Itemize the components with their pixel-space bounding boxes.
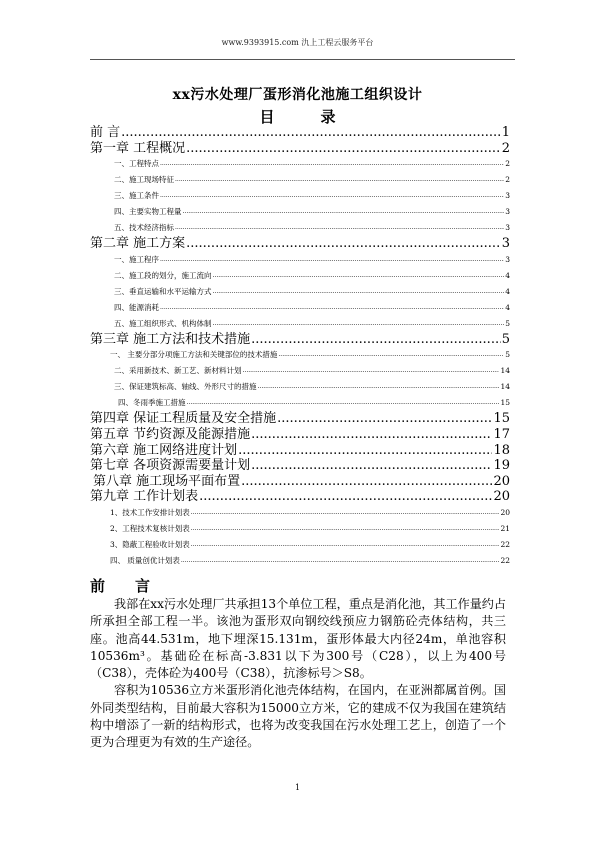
toc-entry-page: 4 [505,286,510,296]
preface-body [90,596,506,752]
toc-leader-dots [187,395,500,411]
toc-entry-page: 22 [500,539,510,549]
document-title: xx污水处理厂蛋形消化池施工组织设计 [172,87,423,103]
preface-paragraph: 我部在xx污水处理厂共承担13个单位工程，重点是消化池，其工作量约占所承担全部工程一半。该池为蛋形双向钢绞线预应力钢筋砼壳体结构，共三座。池高44.531m，地下埋深15.131m，蛋形体最大内径24m，单池容积10536m³。基础砼在标高-3.831以下为300号（C28），以上为400号（C38），壳体砼为400号（C38），抗渗标号＞S8。 [90,597,506,681]
toc-section-entry[interactable] [90,268,510,284]
toc-entry-title: 二、采用新技术、新工艺、新材料计划 [114,366,242,376]
toc-leader-dots [277,411,492,427]
toc-leader-dots [183,204,505,220]
toc-leader-dots [251,458,492,474]
toc-entry-page: 3 [501,236,510,252]
toc-entry-title: 二、施工现场特征 [114,175,174,185]
toc-heading-char-2: 录 [320,108,336,126]
toc-leader-dots [241,474,492,490]
preface-heading [90,575,150,596]
toc-entry-page: 5 [501,331,510,347]
toc-section-entry[interactable] [90,537,510,553]
toc-entry-title: 第五章 节约资源及能源措施 [90,426,251,442]
toc-leader-dots [251,332,501,348]
table-of-contents [90,125,510,569]
toc-entry-title: 第六章 施工网络进度计划 [90,442,238,458]
preface-heading-char-2: 言 [135,577,151,595]
toc-entry-page: 14 [500,382,510,392]
toc-section-entry[interactable] [90,363,510,379]
toc-leader-dots [121,125,501,141]
toc-chapter-entry[interactable] [90,332,510,348]
toc-entry-title: 3、隐蔽工程验收计划表 [110,539,190,549]
toc-entry-title: 四、主要实物工程量 [114,207,182,217]
toc-leader-dots [186,141,501,157]
toc-chapter-entry[interactable] [90,474,510,490]
toc-leader-dots [181,553,500,569]
toc-chapter-entry[interactable] [90,458,510,474]
toc-chapter-entry[interactable] [90,443,510,459]
toc-entry-page: 15 [493,411,510,427]
toc-entry-page: 20 [493,489,510,505]
toc-entry-title: 第四章 保证工程质量及安全措施 [90,411,277,427]
toc-leader-dots [175,172,504,188]
toc-entry-title: 2、工程技术复核计划表 [110,523,190,533]
toc-leader-dots [160,300,504,316]
toc-entry-title: 二、施工段的划分，施工流向 [114,270,212,280]
toc-entry-page: 18 [493,442,510,458]
toc-entry-page: 21 [500,523,510,533]
toc-leader-dots [243,363,500,379]
toc-section-entry[interactable] [90,284,510,300]
toc-section-entry[interactable] [90,395,510,411]
toc-entry-page: 14 [500,366,510,376]
toc-entry-title: 第九章 工作计划表 [90,489,199,505]
page-number: 1 [294,783,301,792]
toc-section-entry[interactable] [90,505,510,521]
toc-chapter-entry[interactable] [90,411,510,427]
toc-entry-title: 四、 质量创优计划表 [110,555,180,565]
toc-entry-title: 第三章 施工方法和技术措施 [90,331,251,347]
toc-entry-page: 19 [493,458,510,474]
toc-entry-page: 2 [505,175,510,185]
toc-section-entry[interactable] [90,379,510,395]
toc-leader-dots [160,156,504,172]
toc-entry-title: 三、垂直运输和水平运输方式 [114,286,212,296]
toc-entry-title: 一、工程特点 [114,159,159,169]
toc-entry-page: 3 [505,254,510,264]
toc-chapter-entry[interactable] [90,125,510,141]
toc-entry-title: 前 言 [90,125,121,140]
toc-entry-page: 3 [505,207,510,217]
toc-chapter-entry[interactable] [90,236,510,252]
toc-section-entry[interactable] [90,521,510,537]
toc-entry-page: 20 [493,473,510,489]
toc-entry-page: 2 [501,140,510,156]
toc-entry-page: 4 [505,302,510,312]
toc-entry-title: 三、保证建筑标高、轴线、外形尺寸的措施 [114,382,257,392]
toc-leader-dots [258,379,500,395]
toc-section-entry[interactable] [90,188,510,204]
toc-leader-dots [213,268,505,284]
toc-entry-title: 第八章 施工现场平面布置 [93,473,241,489]
toc-section-entry[interactable] [90,316,510,332]
toc-entry-page: 15 [500,398,510,408]
toc-entry-title: 一、施工程序 [114,254,159,264]
toc-entry-page: 4 [505,270,510,280]
toc-entry-page: 22 [500,555,510,565]
toc-section-entry[interactable] [90,172,510,188]
toc-leader-dots [160,252,504,268]
toc-leader-dots [175,220,504,236]
toc-section-entry[interactable] [90,347,510,363]
toc-entry-title: 1、技术工作安排计划表 [110,507,190,517]
toc-section-entry[interactable] [90,553,510,569]
toc-heading [0,106,595,127]
toc-section-entry[interactable] [90,204,510,220]
toc-entry-title: 第一章 工程概况 [90,140,186,156]
toc-leader-dots [213,284,505,300]
toc-leader-dots [213,316,505,332]
toc-leader-dots [238,443,492,459]
toc-chapter-entry[interactable] [90,427,510,443]
toc-entry-page: 3 [505,191,510,201]
toc-entry-page: 5 [505,350,510,360]
toc-leader-dots [160,188,504,204]
toc-entry-page: 3 [505,223,510,233]
toc-entry-title: 三、施工条件 [114,191,159,201]
toc-leader-dots [186,236,501,252]
toc-entry-page: 17 [493,426,510,442]
header-divider [90,59,515,60]
toc-section-entry[interactable] [90,252,510,268]
preface-paragraph: 容积为10536立方米蛋形消化池壳体结构，在国内，在亚洲都属首例。国外同类型结构，目前最大容积为15000立方米，它的建成不仅为我国在建筑结构中增添了一新的结构形式，也将为改变我国在污水处理工艺上，创造了一个更为合理更为有效的生产途径。 [90,683,506,750]
toc-leader-dots [191,521,500,537]
toc-chapter-entry[interactable] [90,141,510,157]
toc-entry-title: 四、冬雨季施工措施 [118,398,186,408]
toc-leader-dots [199,489,492,505]
toc-section-entry[interactable] [90,156,510,172]
preface-heading-char-1: 前 [90,577,106,595]
toc-entry-title: 第七章 各项资源需要量计划 [90,458,251,474]
toc-entry-title: 五、技术经济指标 [114,223,174,233]
toc-entry-title: 五、施工组织形式、机构体制 [114,318,212,328]
toc-entry-title: 第二章 施工方案 [90,236,186,252]
toc-entry-page: 5 [505,318,510,328]
toc-entry-page: 1 [501,125,510,140]
toc-section-entry[interactable] [90,220,510,236]
toc-entry-page: 2 [505,159,510,169]
toc-leader-dots [278,347,504,363]
toc-leader-dots [251,427,492,443]
toc-entry-page: 20 [500,507,510,517]
toc-entry-title: 四、能源消耗 [114,302,159,312]
page-header: www.9393915.com 氿上工程云服务平台 [221,38,374,47]
toc-leader-dots [191,537,500,553]
toc-entry-title: 一、 主要分部分项施工方法和关键部位的技术措施 [110,350,278,360]
toc-section-entry[interactable] [90,300,510,316]
toc-chapter-entry[interactable] [90,489,510,505]
toc-leader-dots [191,505,500,521]
toc-heading-char-1: 目 [259,108,275,126]
